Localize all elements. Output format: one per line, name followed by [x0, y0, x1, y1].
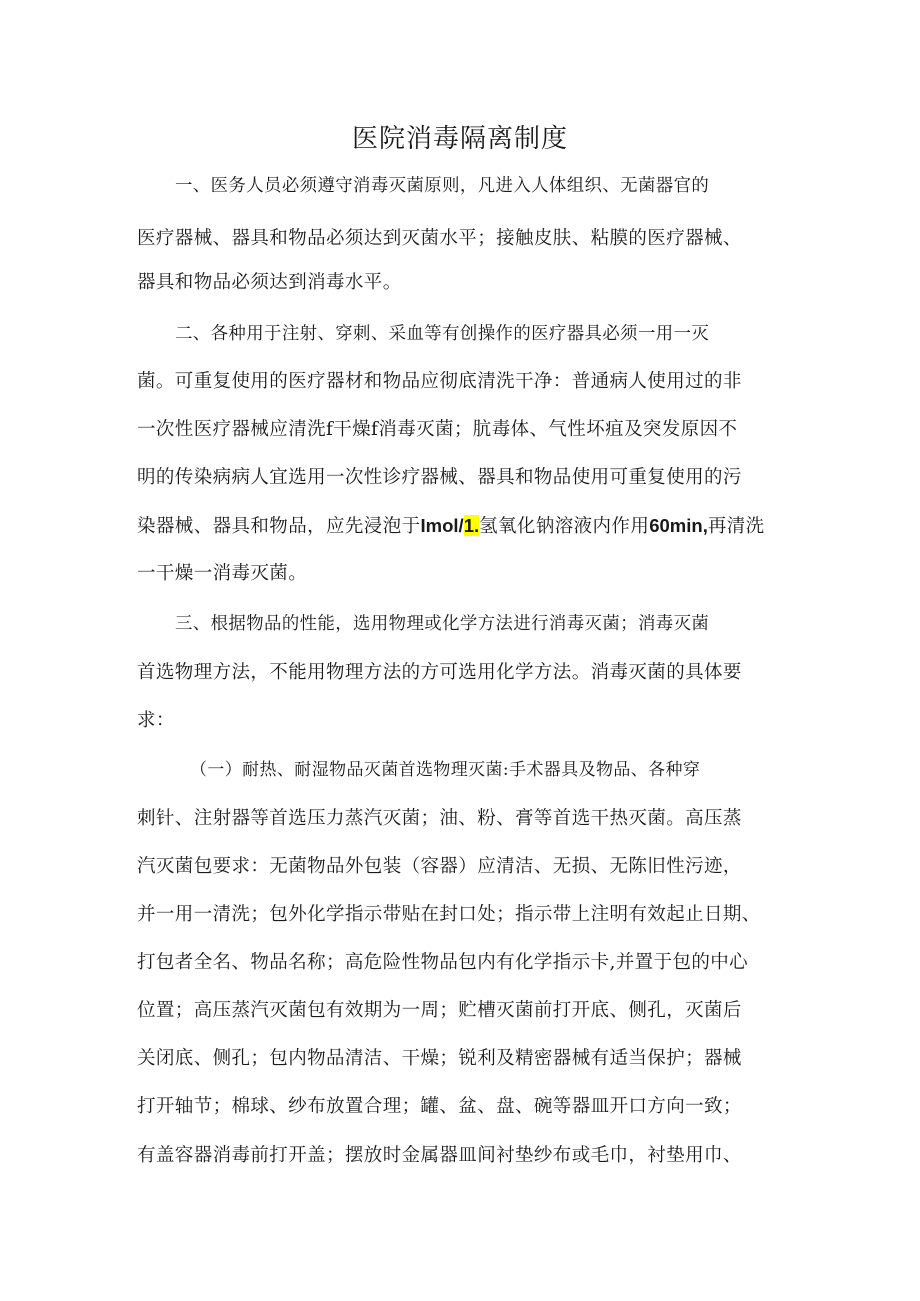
text-segment: 染器械、器具和物品，应先浸泡于 — [137, 516, 421, 537]
paragraph-4-line: （一）耐热、耐湿物品灭菌首选物理灭菌:手术器具及物品、各种穿 — [190, 760, 701, 780]
paragraph-4-line: 并一用一清洗；包外化学指示带贴在封口处；指示带上注明有效起止日期、 — [137, 904, 761, 925]
paragraph-4-line: 有盖容器消毒前打开盖；摆放时金属器皿间衬垫纱布或毛巾，衬垫用巾、 — [137, 1145, 742, 1166]
paragraph-2-line — [137, 512, 787, 541]
paragraph-1-line: 器具和物品必须达到消毒水平。 — [137, 272, 402, 293]
paragraph-2-line: 明的传染病病人宜选用一次性诊疗器械、器具和物品使用可重复使用的污 — [137, 467, 742, 488]
text-segment: 氢氧化钠溶液内作用 — [479, 516, 650, 537]
paragraph-4-line: 关闭底、侧孔；包内物品清洁、干燥；锐利及精密器械有适当保护；器械 — [137, 1048, 742, 1069]
paragraph-4-line: 刺针、注射器等首选压力蒸汽灭菌；油、粉、膏等首选干热灭菌。高压蒸 — [137, 808, 742, 829]
paragraph-3-line: 三、根据物品的性能，选用物理或化学方法进行消毒灭菌；消毒灭菌 — [175, 614, 710, 634]
paragraph-2-line: 二、各种用于注射、穿刺、采血等有创操作的医疗器具必须一用一灭 — [175, 324, 710, 344]
paragraph-4-line: 位置；高压蒸汽灭菌包有效期为一周；贮槽灭菌前打开底、侧孔，灭菌后 — [137, 1000, 742, 1021]
paragraph-2-line: 一干燥一消毒灭菌。 — [137, 563, 308, 584]
paragraph-4-line: 打包者全名、物品名称；高危险性物品包内有化学指示卡,并置于包的中心 — [137, 952, 749, 973]
paragraph-1-line: 一、医务人员必须遵守消毒灭菌原则，凡进入人体组织、无菌器官的 — [175, 176, 710, 196]
paragraph-4-line: 打开轴节；棉球、纱布放置合理；罐、盆、盘、碗等器皿开口方向一致； — [137, 1096, 742, 1117]
paragraph-1-line: 医疗器械、器具和物品必须达到灭菌水平；接触皮肤、粘膜的医疗器械、 — [137, 228, 742, 249]
paragraph-2-line: 一次性医疗器械应清洗f干燥f消毒灭菌；肮毒体、气性坏疽及突发原因不 — [137, 419, 738, 440]
highlighted-text: 1. — [463, 515, 480, 536]
paragraph-2-line: 菌。可重复使用的医疗器材和物品应彻底清洗干净：普通病人使用过的非 — [137, 371, 742, 392]
paragraph-3-line: 首选物理方法，不能用物理方法的方可选用化学方法。消毒灭菌的具体要 — [137, 662, 742, 683]
paragraph-4-line: 汽灭菌包要求：无菌物品外包装（容器）应清洁、无损、无陈旧性污迹， — [137, 856, 742, 877]
paragraph-3-line: 求： — [137, 710, 175, 731]
text-segment: Imol/ — [420, 515, 464, 536]
text-segment: 再清洗 — [707, 516, 765, 537]
text-segment: 60min, — [649, 515, 708, 536]
document-title: 医院消毒隔离制度 — [351, 124, 568, 154]
